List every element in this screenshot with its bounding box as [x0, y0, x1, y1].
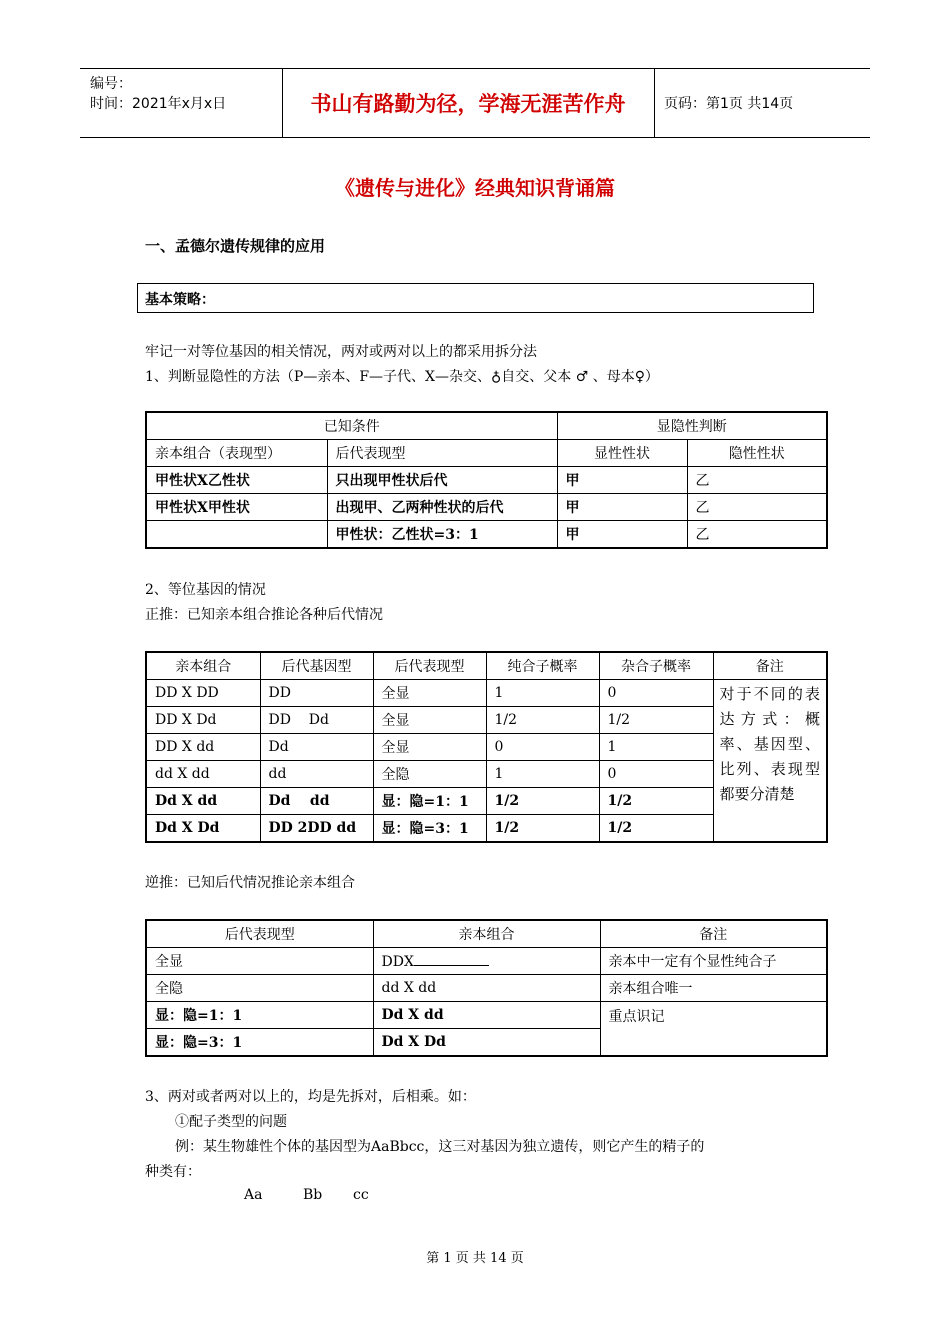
table-cell: dd X dd	[146, 761, 260, 788]
table-cell: 乙	[687, 521, 827, 549]
paragraph: 2、等位基因的情况	[145, 582, 266, 598]
header-page-cell	[654, 69, 870, 137]
table-header: 亲本组合（表现型）	[146, 440, 327, 467]
paragraph: 例：某生物雄性个体的基因型为AaBbcc，这三对基因为独立遗传，则它产生的精子的	[175, 1139, 705, 1155]
reverse-table	[145, 919, 828, 1057]
dominance-table	[145, 411, 828, 549]
table-cell: dd X dd	[373, 975, 600, 1002]
table-row	[146, 494, 827, 521]
forward-table	[145, 651, 828, 843]
table-cell: dd	[260, 761, 373, 788]
table-cell: 亲本组合唯一	[600, 975, 827, 1002]
cell-text: DDX	[381, 953, 414, 970]
table-cell: 甲性状X乙性状	[146, 467, 327, 494]
table-header: 显性性状	[557, 440, 687, 467]
paragraph: 逆推：已知后代情况推论亲本组合	[145, 875, 355, 891]
table-header: 后代基因型	[260, 652, 373, 680]
paragraph: 3、两对或者两对以上的，均是先拆对，后相乘。如：	[145, 1089, 476, 1105]
table-cell: 0	[599, 680, 713, 707]
table-cell: 1	[486, 680, 599, 707]
table-cell: 只出现甲性状后代	[327, 467, 557, 494]
gene-pair: cc	[353, 1187, 369, 1203]
table-cell: 1	[486, 761, 599, 788]
table-cell: 1/2	[486, 815, 599, 843]
page-footer: 第 1 页 共 14 页	[426, 1251, 524, 1266]
table-cell: 乙	[687, 467, 827, 494]
table-cell: DD	[260, 680, 373, 707]
table-cell: 1	[599, 734, 713, 761]
page-info: 页码：第1页 共14页	[664, 96, 794, 112]
table-cell: DD X DD	[146, 680, 260, 707]
table-header: 杂合子概率	[599, 652, 713, 680]
header-meta	[80, 69, 283, 137]
table-cell: 显：隐=1：1	[373, 788, 486, 815]
note-cell: 对于不同的表达方式：概率、基因型、比列、表现型都要分清楚	[713, 680, 827, 843]
table-cell: 1/2	[486, 707, 599, 734]
strategy-box	[137, 283, 814, 313]
document-title: 《遗传与进化》经典知识背诵篇	[335, 176, 615, 200]
section-heading: 一、孟德尔遗传规律的应用	[145, 237, 326, 255]
table-cell: 出现甲、乙两种性状的后代	[327, 494, 557, 521]
table-header: 备注	[600, 920, 827, 948]
table-cell: 1/2	[486, 788, 599, 815]
table-header: 纯合子概率	[486, 652, 599, 680]
table-cell: 全显	[373, 707, 486, 734]
table-header: 亲本组合	[373, 920, 600, 948]
number-label: 编号：	[90, 76, 132, 92]
table-cell: Dd X dd	[146, 788, 260, 815]
table-cell	[146, 521, 327, 549]
strategy-label: 基本策略：	[145, 292, 215, 308]
table-cell: Dd X dd	[373, 1002, 600, 1029]
table-cell: 显：隐=3：1	[146, 1029, 373, 1057]
table-header: 备注	[713, 652, 827, 680]
table-cell: 甲	[557, 494, 687, 521]
table-cell: Dd	[260, 734, 373, 761]
table-cell: 显：隐=3：1	[373, 815, 486, 843]
table-cell: DD X Dd	[146, 707, 260, 734]
blank-underline	[414, 953, 489, 966]
table-row	[146, 467, 827, 494]
table-header: 已知条件	[146, 412, 557, 440]
table-cell: 全显	[373, 734, 486, 761]
table-row	[146, 1002, 827, 1029]
table-cell: 全显	[373, 680, 486, 707]
gene-pair: Aa	[244, 1187, 263, 1203]
table-cell: 重点识记	[600, 1002, 827, 1057]
table-cell: DD Dd	[260, 707, 373, 734]
table-cell: Dd dd	[260, 788, 373, 815]
table-header: 后代表现型	[146, 920, 373, 948]
time-label: 时间：2021年x月x日	[90, 96, 227, 112]
table-cell: DD 2DD dd	[260, 815, 373, 843]
table-cell	[373, 948, 600, 975]
paragraph: 牢记一对等位基因的相关情况，两对或两对以上的都采用拆分法	[145, 344, 537, 360]
table-cell: Dd X Dd	[373, 1029, 600, 1057]
table-cell: DD X dd	[146, 734, 260, 761]
table-cell: Dd X Dd	[146, 815, 260, 843]
table-cell: 1/2	[599, 815, 713, 843]
paragraph: 种类有：	[145, 1164, 201, 1180]
paragraph: 正推：已知亲本组合推论各种后代情况	[145, 607, 383, 623]
table-cell: 显：隐=1：1	[146, 1002, 373, 1029]
table-row	[146, 975, 827, 1002]
table-header: 后代表现型	[327, 440, 557, 467]
table-cell: 甲性状：乙性状=3：1	[327, 521, 557, 549]
table-row	[146, 948, 827, 975]
table-header: 显隐性判断	[557, 412, 827, 440]
table-cell: 1/2	[599, 707, 713, 734]
table-cell: 亲本中一定有个显性纯合子	[600, 948, 827, 975]
table-row	[146, 521, 827, 549]
table-header: 隐性性状	[687, 440, 827, 467]
table-cell: 全隐	[373, 761, 486, 788]
table-cell: 1/2	[599, 788, 713, 815]
table-cell: 全显	[146, 948, 373, 975]
table-header: 后代表现型	[373, 652, 486, 680]
table-header: 亲本组合	[146, 652, 260, 680]
table-cell: 甲	[557, 521, 687, 549]
table-row	[146, 680, 827, 707]
gene-pair: Bb	[303, 1187, 323, 1203]
page-header	[80, 68, 870, 138]
table-cell: 全隐	[146, 975, 373, 1002]
motto: 书山有路勤为径，学海无涯苦作舟	[310, 92, 626, 116]
table-cell: 甲性状X甲性状	[146, 494, 327, 521]
table-cell: 0	[599, 761, 713, 788]
header-motto-cell	[282, 69, 655, 137]
paragraph: ①配子类型的问题	[175, 1114, 287, 1130]
table-cell: 甲	[557, 467, 687, 494]
paragraph: 1、判断显隐性的方法（P—亲本、F—子代、X—杂交、♁自交、父本 ♂ 、母本♀）	[145, 369, 659, 385]
table-cell: 乙	[687, 494, 827, 521]
table-cell: 0	[486, 734, 599, 761]
